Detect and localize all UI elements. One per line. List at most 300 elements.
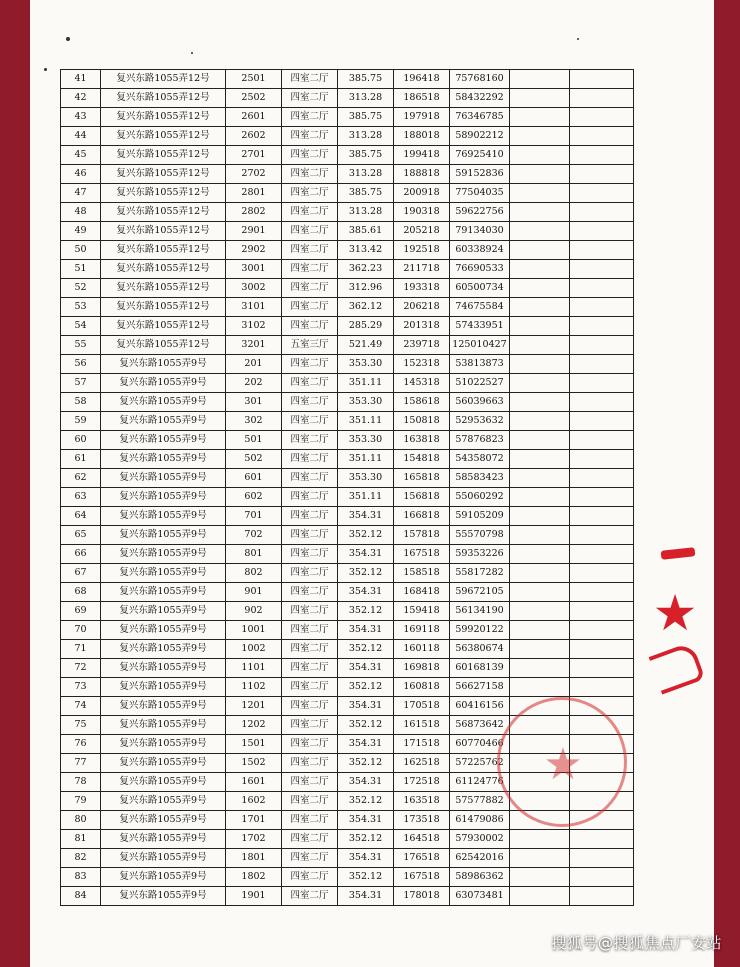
table-cell: 56380674 [450,640,510,659]
table-cell: 302 [226,412,282,431]
table-cell: 复兴东路1055弄9号 [101,640,226,659]
table-cell: 53 [61,298,101,317]
table-cell: 59920122 [450,621,510,640]
table-cell: 四室二厅 [282,165,338,184]
table-cell: 76346785 [450,108,510,127]
table-row [61,564,634,583]
table-cell: 复兴东路1055弄9号 [101,355,226,374]
table-row [61,887,634,906]
table-cell: 1001 [226,621,282,640]
table-cell [510,412,570,431]
table-cell: 166818 [394,507,450,526]
table-cell: 四室二厅 [282,868,338,887]
table-cell: 55570798 [450,526,510,545]
table-cell [570,374,634,393]
table-cell: 168418 [394,583,450,602]
table-row [61,89,634,108]
table-cell [510,602,570,621]
table-cell [510,792,570,811]
table-cell: 57930002 [450,830,510,849]
table-row [61,678,634,697]
table-cell: 四室二厅 [282,412,338,431]
table-cell: 1102 [226,678,282,697]
table-cell: 复兴东路1055弄12号 [101,70,226,89]
table-cell: 四室二厅 [282,393,338,412]
table-cell: 58432292 [450,89,510,108]
table-cell [570,811,634,830]
table-cell: 四室二厅 [282,545,338,564]
table-cell: 61 [61,450,101,469]
table-cell: 66 [61,545,101,564]
table-cell: 57577882 [450,792,510,811]
table-cell: 163818 [394,431,450,450]
table-cell: 62 [61,469,101,488]
table-cell: 76690533 [450,260,510,279]
table-cell [570,773,634,792]
table-row [61,811,634,830]
table-cell: 四室二厅 [282,355,338,374]
table-cell: 83 [61,868,101,887]
table-cell [510,621,570,640]
table-cell: 64 [61,507,101,526]
table-cell [510,355,570,374]
table-cell: 四室二厅 [282,241,338,260]
table-cell: 复兴东路1055弄9号 [101,792,226,811]
table-row [61,146,634,165]
table-cell [570,70,634,89]
table-cell: 205218 [394,222,450,241]
table-cell: 74 [61,697,101,716]
table-cell: 复兴东路1055弄9号 [101,583,226,602]
table-cell [570,336,634,355]
table-row [61,336,634,355]
table-cell [570,203,634,222]
table-cell: 四室二厅 [282,887,338,906]
table-cell: 1502 [226,754,282,773]
table-cell: 56134190 [450,602,510,621]
table-row [61,754,634,773]
table-cell: 354.31 [338,849,394,868]
seal-star-icon: ★ [543,739,583,790]
table-cell: 1201 [226,697,282,716]
table-cell [570,165,634,184]
table-cell: 61479086 [450,811,510,830]
table-cell: 60338924 [450,241,510,260]
table-cell: 351.11 [338,450,394,469]
table-cell: 1602 [226,792,282,811]
table-cell [510,241,570,260]
table-cell: 81 [61,830,101,849]
table-cell: 601 [226,469,282,488]
table-cell: 复兴东路1055弄12号 [101,108,226,127]
table-row [61,526,634,545]
table-cell: 四室二厅 [282,374,338,393]
table-cell: 313.28 [338,89,394,108]
table-cell: 46 [61,165,101,184]
table-cell: 200918 [394,184,450,203]
table-cell: 76 [61,735,101,754]
table-cell [510,526,570,545]
table-cell: 68 [61,583,101,602]
table-cell: 四室二厅 [282,754,338,773]
table-cell: 57876823 [450,431,510,450]
table-row [61,792,634,811]
table-cell: 复兴东路1055弄12号 [101,184,226,203]
table-cell: 四室二厅 [282,203,338,222]
table-row [61,165,634,184]
table-cell: 四室二厅 [282,70,338,89]
table-cell: 复兴东路1055弄12号 [101,241,226,260]
table-cell: 复兴东路1055弄9号 [101,773,226,792]
table-cell: 2701 [226,146,282,165]
table-cell: 354.31 [338,811,394,830]
table-cell: 56627158 [450,678,510,697]
table-cell: 60770466 [450,735,510,754]
table-cell: 354.31 [338,621,394,640]
table-cell: 58902212 [450,127,510,146]
table-cell: 352.12 [338,792,394,811]
table-cell: 521.49 [338,336,394,355]
table-row [61,317,634,336]
table-row [61,241,634,260]
table-cell [510,450,570,469]
table-row [61,298,634,317]
table-cell: 354.31 [338,773,394,792]
table-cell [510,640,570,659]
scan-speck [577,38,579,40]
table-cell [510,146,570,165]
table-row [61,507,634,526]
table-cell: 353.30 [338,469,394,488]
table-cell: 211718 [394,260,450,279]
table-cell: 362.12 [338,298,394,317]
table-cell: 63 [61,488,101,507]
table-cell: 1802 [226,868,282,887]
table-cell: 58986362 [450,868,510,887]
table-cell [570,222,634,241]
table-cell: 313.28 [338,127,394,146]
table-cell: 385.61 [338,222,394,241]
table-cell: 复兴东路1055弄9号 [101,545,226,564]
table-cell: 复兴东路1055弄9号 [101,602,226,621]
table-row [61,488,634,507]
table-cell: 复兴东路1055弄9号 [101,621,226,640]
table-cell: 51 [61,260,101,279]
table-cell: 复兴东路1055弄9号 [101,450,226,469]
table-cell: 59672105 [450,583,510,602]
table-cell: 502 [226,450,282,469]
table-cell: 160118 [394,640,450,659]
table-cell: 复兴东路1055弄9号 [101,659,226,678]
table-cell: 78 [61,773,101,792]
table-cell: 352.12 [338,564,394,583]
table-cell: 188818 [394,165,450,184]
table-cell: 701 [226,507,282,526]
table-cell [510,374,570,393]
table-cell: 复兴东路1055弄9号 [101,735,226,754]
table-cell: 59 [61,412,101,431]
table-cell: 79134030 [450,222,510,241]
table-cell: 354.31 [338,887,394,906]
table-cell [570,260,634,279]
table-cell: 1202 [226,716,282,735]
table-cell: 351.11 [338,488,394,507]
table-cell [510,393,570,412]
table-cell: 164518 [394,830,450,849]
table-cell: 44 [61,127,101,146]
table-cell: 353.30 [338,431,394,450]
table-cell: 四室二厅 [282,640,338,659]
table-cell: 79 [61,792,101,811]
table-cell: 501 [226,431,282,450]
table-cell [510,108,570,127]
table-cell: 354.31 [338,735,394,754]
table-cell: 四室二厅 [282,260,338,279]
table-cell: 58583423 [450,469,510,488]
table-cell [570,507,634,526]
table-cell: 复兴东路1055弄9号 [101,507,226,526]
table-cell [510,564,570,583]
watermark-text: 搜狐号@搜狐焦点厂安站 [551,934,722,952]
table-cell: 199418 [394,146,450,165]
table-row [61,583,634,602]
table-cell: 354.31 [338,697,394,716]
table-cell: 复兴东路1055弄12号 [101,146,226,165]
table-cell: 301 [226,393,282,412]
table-cell [510,222,570,241]
table-cell: 82 [61,849,101,868]
table-cell: 163518 [394,792,450,811]
table-cell: 1101 [226,659,282,678]
table-cell: 80 [61,811,101,830]
table-cell [570,241,634,260]
table-row [61,659,634,678]
table-cell [570,355,634,374]
table-cell [510,317,570,336]
table-cell: 1501 [226,735,282,754]
table-cell: 复兴东路1055弄9号 [101,431,226,450]
table-row [61,70,634,89]
table-cell: 49 [61,222,101,241]
table-cell: 56 [61,355,101,374]
table-cell [570,450,634,469]
table-cell [510,89,570,108]
table-cell [510,545,570,564]
table-cell: 复兴东路1055弄9号 [101,754,226,773]
table-cell: 四室二厅 [282,849,338,868]
table-cell: 四室二厅 [282,602,338,621]
table-cell: 385.75 [338,70,394,89]
table-cell: 352.12 [338,830,394,849]
table-cell: 385.75 [338,108,394,127]
table-cell: 四室二厅 [282,184,338,203]
table-cell [570,583,634,602]
table-cell: 2601 [226,108,282,127]
table-cell [510,431,570,450]
table-cell [570,640,634,659]
table-cell: 2901 [226,222,282,241]
table-cell: 161518 [394,716,450,735]
table-row [61,431,634,450]
table-cell: 351.11 [338,412,394,431]
table-cell: 160818 [394,678,450,697]
table-cell [570,412,634,431]
scan-speck [44,68,47,71]
table-cell: 902 [226,602,282,621]
table-cell [510,849,570,868]
table-cell: 285.29 [338,317,394,336]
table-cell: 192518 [394,241,450,260]
table-row [61,108,634,127]
table-cell [510,279,570,298]
table-cell [510,754,570,773]
table-cell: 52953632 [450,412,510,431]
table-cell [510,583,570,602]
table-cell: 69 [61,602,101,621]
table-cell: 352.12 [338,868,394,887]
table-cell: 四室二厅 [282,469,338,488]
table-cell [570,545,634,564]
table-cell: 复兴东路1055弄9号 [101,830,226,849]
table-cell: 201 [226,355,282,374]
table-cell [570,887,634,906]
table-cell [570,564,634,583]
table-cell: 901 [226,583,282,602]
table-cell: 167518 [394,868,450,887]
table-cell: 复兴东路1055弄9号 [101,849,226,868]
table-cell: 173518 [394,811,450,830]
table-row [61,735,634,754]
table-cell: 77504035 [450,184,510,203]
table-row [61,830,634,849]
table-cell: 67 [61,564,101,583]
table-cell: 77 [61,754,101,773]
table-cell: 55817282 [450,564,510,583]
table-cell: 59353226 [450,545,510,564]
table-cell: 复兴东路1055弄9号 [101,564,226,583]
table-cell: 四室二厅 [282,127,338,146]
table-cell: 75 [61,716,101,735]
table-cell: 159418 [394,602,450,621]
table-row [61,374,634,393]
table-cell: 354.31 [338,583,394,602]
table-cell [570,526,634,545]
table-cell [510,336,570,355]
table-cell: 76925410 [450,146,510,165]
table-cell: 复兴东路1055弄12号 [101,222,226,241]
table-cell: 复兴东路1055弄9号 [101,374,226,393]
table-cell: 四室二厅 [282,773,338,792]
table-cell: 354.31 [338,507,394,526]
table-cell [570,127,634,146]
table-cell: 2802 [226,203,282,222]
table-cell: 53813873 [450,355,510,374]
table-cell: 156818 [394,488,450,507]
table-cell: 59622756 [450,203,510,222]
table-cell [570,830,634,849]
table-cell: 复兴东路1055弄9号 [101,488,226,507]
table-cell: 59105209 [450,507,510,526]
table-cell: 352.12 [338,678,394,697]
table-row [61,127,634,146]
scan-speck [66,37,70,41]
table-cell: 50 [61,241,101,260]
table-cell: 145318 [394,374,450,393]
table-row [61,222,634,241]
table-cell: 复兴东路1055弄12号 [101,298,226,317]
table-cell: 2702 [226,165,282,184]
table-cell: 313.28 [338,203,394,222]
table-cell: 169118 [394,621,450,640]
table-cell [510,184,570,203]
table-row [61,393,634,412]
table-cell [570,298,634,317]
table-cell: 四室二厅 [282,450,338,469]
table-cell: 167518 [394,545,450,564]
table-cell: 154818 [394,450,450,469]
table-cell: 1702 [226,830,282,849]
table-row [61,849,634,868]
table-cell: 五室三厅 [282,336,338,355]
table-cell: 1801 [226,849,282,868]
table-cell [510,678,570,697]
table-cell [570,849,634,868]
table-cell: 353.30 [338,393,394,412]
table-cell: 1701 [226,811,282,830]
table-row [61,184,634,203]
table-cell [570,146,634,165]
housing-price-table [60,69,634,906]
table-cell [510,70,570,89]
table-cell: 60168139 [450,659,510,678]
table-cell: 158618 [394,393,450,412]
table-row [61,640,634,659]
table-cell: 152318 [394,355,450,374]
table-cell: 3001 [226,260,282,279]
table-row [61,697,634,716]
table-cell: 3102 [226,317,282,336]
table-cell [510,830,570,849]
table-cell: 70 [61,621,101,640]
table-cell: 352.12 [338,716,394,735]
table-cell: 84 [61,887,101,906]
table-cell: 802 [226,564,282,583]
table-cell: 54 [61,317,101,336]
table-cell: 125010427 [450,336,510,355]
table-cell [570,108,634,127]
table-cell: 206218 [394,298,450,317]
table-row [61,602,634,621]
table-row [61,355,634,374]
table-cell [510,735,570,754]
table-cell: 复兴东路1055弄9号 [101,526,226,545]
table-cell: 四室二厅 [282,697,338,716]
table-cell: 60 [61,431,101,450]
table-cell: 56039663 [450,393,510,412]
table-cell: 2902 [226,241,282,260]
table-cell: 2501 [226,70,282,89]
table-cell: 1601 [226,773,282,792]
table-cell: 52 [61,279,101,298]
table-body [61,70,634,906]
table-cell: 352.12 [338,602,394,621]
table-cell [510,507,570,526]
table-cell: 157818 [394,526,450,545]
red-star-icon: ★ [652,584,698,642]
table-cell: 158518 [394,564,450,583]
table-cell: 3101 [226,298,282,317]
table-cell [510,127,570,146]
